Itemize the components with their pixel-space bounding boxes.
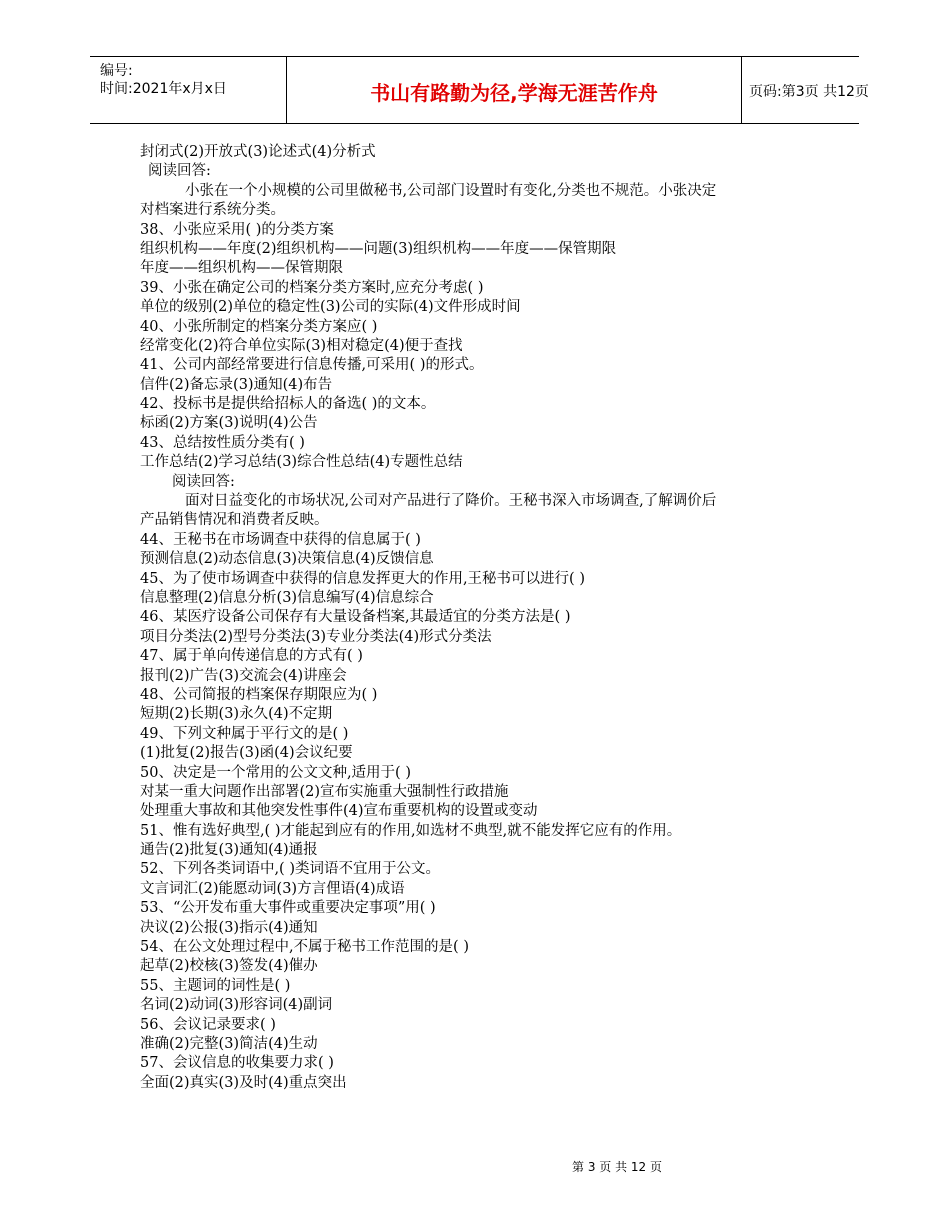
text-line: 预测信息(2)动态信息(3)决策信息(4)反馈信息: [140, 551, 434, 568]
text-line: 38、小张应采用( )的分类方案: [140, 221, 334, 238]
text-line: 46、某医疗设备公司保存有大量设备档案,其最适宜的分类方法是( ): [140, 609, 571, 626]
header-page-number: 页码:第3页 共12页: [749, 84, 869, 100]
text-line: 55、主题词的词性是( ): [140, 977, 291, 994]
text-line: 短期(2)长期(3)永久(4)不定期: [140, 706, 333, 723]
document-time-label: 时间:2021年x月x日: [100, 81, 227, 97]
text-line: 产品销售情况和消费者反映。: [140, 512, 329, 529]
header-motto-cell: [286, 57, 742, 123]
text-line: 年度——组织机构——保管期限: [140, 260, 343, 277]
text-line: 项目分类法(2)型号分类法(3)专业分类法(4)形式分类法: [140, 628, 492, 645]
text-line: 名词(2)动词(3)形容词(4)副词: [140, 997, 333, 1014]
text-line: 40、小张所制定的档案分类方案应( ): [140, 318, 378, 335]
text-line: 单位的级别(2)单位的稳定性(3)公司的实际(4)文件形成时间: [140, 299, 521, 316]
text-line: (1)批复(2)报告(3)函(4)会议纪要: [140, 745, 353, 762]
text-line: 47、属于单向传递信息的方式有( ): [140, 648, 363, 665]
text-line: 组织机构——年度(2)组织机构——问题(3)组织机构——年度——保管期限: [140, 240, 617, 257]
text-line: 42、投标书是提供给招标人的备选( )的文本。: [140, 396, 436, 413]
text-line: 45、为了使市场调查中获得的信息发挥更大的作用,王秘书可以进行( ): [140, 570, 585, 587]
text-line: 56、会议记录要求( ): [140, 1016, 276, 1033]
text-line: 起草(2)校核(3)签发(4)催办: [140, 958, 318, 975]
text-line: 文言词汇(2)能愿动词(3)方言俚语(4)成语: [140, 880, 405, 897]
text-line: 39、小张在确定公司的档案分类方案时,应充分考虑( ): [140, 279, 484, 296]
text-line: 57、会议信息的收集要力求( ): [140, 1055, 334, 1072]
text-line: 决议(2)公报(3)指示(4)通知: [140, 919, 318, 936]
text-line: 53、“公开发布重大事件或重要决定事项”用( ): [140, 900, 436, 917]
header-info-cell: [90, 57, 286, 123]
page-footer: 第 3 页 共 12 页: [572, 1160, 662, 1174]
text-line: 43、总结按性质分类有( ): [140, 434, 305, 451]
document-number-label: 编号:: [100, 63, 133, 79]
text-line: 处理重大事故和其他突发性事件(4)宣布重要机构的设置或变动: [140, 803, 538, 820]
text-line: 面对日益变化的市场状况,公司对产品进行了降价。王秘书深入市场调查,了解调价后: [185, 493, 717, 510]
text-line: 准确(2)完整(3)简洁(4)生动: [140, 1035, 318, 1052]
text-line: 48、公司简报的档案保存期限应为( ): [140, 686, 378, 703]
text-line: 工作总结(2)学习总结(3)综合性总结(4)专题性总结: [140, 454, 463, 471]
page-header: [90, 56, 869, 124]
text-line: 对某一重大问题作出部署(2)宣布实施重大强制性行政措施: [140, 783, 509, 800]
text-line: 小张在一个小规模的公司里做秘书,公司部门设置时有变化,分类也不规范。小张决定: [185, 182, 717, 199]
text-line: 44、王秘书在市场调查中获得的信息属于( ): [140, 531, 421, 548]
text-line: 49、下列文种属于平行文的是( ): [140, 725, 349, 742]
text-line: 阅读回答:: [148, 163, 211, 180]
text-line: 51、惟有选好典型,( )才能起到应有的作用,如选材不典型,就不能发挥它应有的作用。: [140, 822, 682, 839]
text-line: 信件(2)备忘录(3)通知(4)布告: [140, 376, 333, 393]
text-line: 41、公司内部经常要进行信息传播,可采用( )的形式。: [140, 357, 484, 374]
text-line: 报刊(2)广告(3)交流会(4)讲座会: [140, 667, 347, 684]
document-body: [140, 143, 830, 1093]
text-line: 标函(2)方案(3)说明(4)公告: [140, 415, 318, 432]
text-line: 经常变化(2)符合单位实际(3)相对稳定(4)便于查找: [140, 337, 463, 354]
text-line: 50、决定是一个常用的公文文种,适用于( ): [140, 764, 411, 781]
header-page-cell: [741, 57, 869, 123]
text-line: 对档案进行系统分类。: [140, 202, 285, 219]
text-line: 阅读回答:: [172, 473, 235, 490]
text-line: 54、在公文处理过程中,不属于秘书工作范围的是( ): [140, 939, 469, 956]
text-line: 信息整理(2)信息分析(3)信息编写(4)信息综合: [140, 589, 434, 606]
text-line: 全面(2)真实(3)及时(4)重点突出: [140, 1074, 347, 1091]
header-motto: 书山有路勤为径,学海无涯苦作舟: [370, 81, 658, 105]
text-line: 52、下列各类词语中,( )类词语不宜用于公文。: [140, 861, 440, 878]
text-line: 通告(2)批复(3)通知(4)通报: [140, 842, 318, 859]
text-line: 封闭式(2)开放式(3)论述式(4)分析式: [140, 144, 376, 160]
